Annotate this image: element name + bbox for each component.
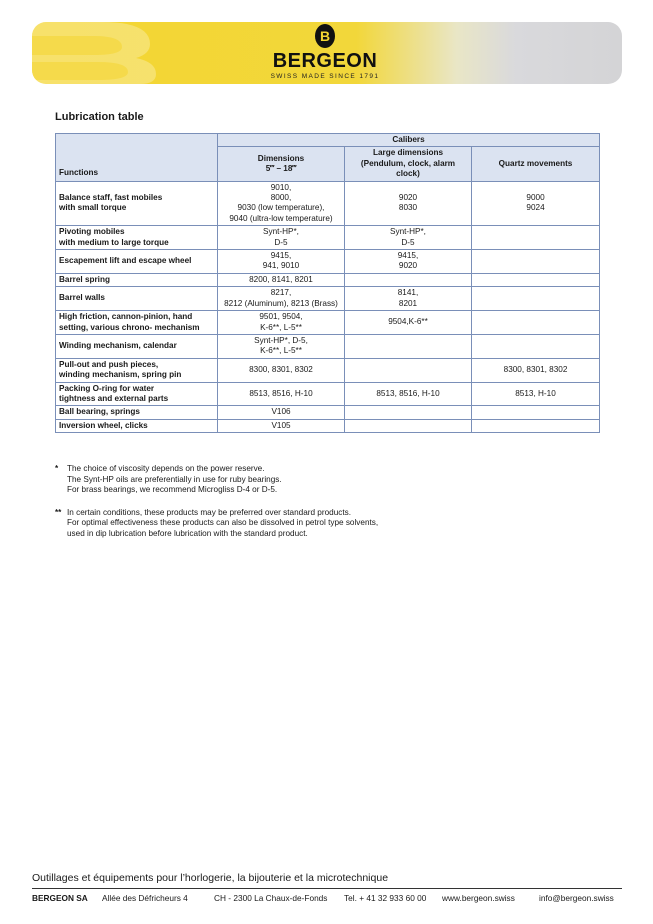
quartz-cell bbox=[472, 273, 600, 286]
large-dimensions-cell: 9020 8030 bbox=[345, 181, 472, 226]
large-dimensions-cell: Synt-HP*, D-5 bbox=[345, 226, 472, 250]
dimensions-cell: Synt-HP*, D-5, K-6**, L-5** bbox=[218, 334, 345, 358]
dimensions-cell: Synt-HP*, D-5 bbox=[218, 226, 345, 250]
quartz-cell bbox=[472, 406, 600, 419]
function-cell: Barrel walls bbox=[56, 287, 218, 311]
table-row bbox=[56, 419, 600, 432]
dimensions-cell: 8217, 8212 (Aluminum), 8213 (Brass) bbox=[218, 287, 345, 311]
col-large-label: Large dimensions bbox=[372, 148, 444, 158]
footer-phone: Tel. + 41 32 933 60 00 bbox=[344, 893, 427, 903]
banner-b-shape-decoration bbox=[32, 22, 172, 84]
quartz-cell bbox=[472, 334, 600, 358]
table-row bbox=[56, 287, 600, 311]
function-cell: Inversion wheel, clicks bbox=[56, 419, 218, 432]
table-row bbox=[56, 250, 600, 274]
footer-email-link[interactable]: info@bergeon.swiss bbox=[539, 893, 614, 903]
dimensions-cell: V106 bbox=[218, 406, 345, 419]
col-large-header bbox=[345, 147, 472, 181]
footnote-marker: ** bbox=[55, 507, 62, 517]
page-title: Lubrication table bbox=[55, 111, 144, 123]
function-cell: Pivoting mobiles with medium to large torque bbox=[56, 226, 218, 250]
quartz-cell bbox=[472, 311, 600, 335]
quartz-cell bbox=[472, 226, 600, 250]
quartz-cell: 8300, 8301, 8302 bbox=[472, 358, 600, 382]
dimensions-cell: V105 bbox=[218, 419, 345, 432]
footer-web-link[interactable]: www.bergeon.swiss bbox=[442, 893, 515, 903]
lubrication-table bbox=[55, 133, 600, 433]
brand-tagline: SWISS MADE SINCE 1791 bbox=[270, 73, 380, 80]
footnote bbox=[55, 508, 615, 540]
large-dimensions-cell: 8141, 8201 bbox=[345, 287, 472, 311]
footer-city: CH - 2300 La Chaux-de-Fonds bbox=[214, 893, 328, 903]
dimensions-cell: 8513, 8516, H-10 bbox=[218, 382, 345, 406]
dimensions-cell: 8200, 8141, 8201 bbox=[218, 273, 345, 286]
table-row bbox=[56, 382, 600, 406]
large-dimensions-cell bbox=[345, 334, 472, 358]
quartz-cell: 9000 9024 bbox=[472, 181, 600, 226]
bergeon-b-icon bbox=[315, 24, 335, 48]
dimensions-cell: 9415, 941, 9010 bbox=[218, 250, 345, 274]
large-dimensions-cell bbox=[345, 419, 472, 432]
brand-logo bbox=[230, 24, 420, 86]
footnote-text: The choice of viscosity depends on the power reserve. The Synt-HP oils are preferentially in use for ruby bearings. For brass bearings, we recommend Microgliss D-4 or D-5. bbox=[67, 464, 282, 495]
calibers-header: Calibers bbox=[218, 134, 600, 147]
functions-header: Functions bbox=[56, 134, 218, 182]
quartz-cell bbox=[472, 250, 600, 274]
dimensions-cell: 9501, 9504, K-6**, L-5** bbox=[218, 311, 345, 335]
function-cell: Balance staff, fast mobiles with small torque bbox=[56, 181, 218, 226]
footer-street: Allée des Défricheurs 4 bbox=[102, 893, 188, 903]
brand-name: BERGEON bbox=[272, 50, 378, 72]
footnote-text: In certain conditions, these products may be preferred over standard products. For optimal effectiveness these products can also be dissolved in petrol type solvents, used in dip lubrication before lubrication with the standard product. bbox=[67, 507, 379, 538]
col-dimensions-label: Dimensions bbox=[257, 153, 305, 163]
table-row bbox=[56, 181, 600, 226]
function-cell: Escapement lift and escape wheel bbox=[56, 250, 218, 274]
function-cell: Ball bearing, springs bbox=[56, 406, 218, 419]
dimensions-cell: 8300, 8301, 8302 bbox=[218, 358, 345, 382]
function-cell: High friction, cannon-pinion, hand setting, various chrono- mechanism bbox=[56, 311, 218, 335]
function-cell: Winding mechanism, calendar bbox=[56, 334, 218, 358]
table-body bbox=[56, 181, 600, 433]
col-large-sublabel: (Pendulum, clock, alarm clock) bbox=[360, 158, 456, 179]
col-dimensions-header bbox=[218, 147, 345, 181]
table-row bbox=[56, 311, 600, 335]
svg-text:B: B bbox=[319, 28, 331, 44]
table-row bbox=[56, 226, 600, 250]
large-dimensions-cell: 9415, 9020 bbox=[345, 250, 472, 274]
dimensions-cell: 9010, 8000, 9030 (low temperature), 9040 (ultra-low temperature) bbox=[218, 181, 345, 226]
large-dimensions-cell bbox=[345, 273, 472, 286]
large-dimensions-cell: 8513, 8516, H-10 bbox=[345, 382, 472, 406]
table-row bbox=[56, 334, 600, 358]
large-dimensions-cell: 9504,K-6** bbox=[345, 311, 472, 335]
table-row bbox=[56, 406, 600, 419]
footer-company: BERGEON SA bbox=[32, 893, 88, 903]
table-row bbox=[56, 358, 600, 382]
function-cell: Barrel spring bbox=[56, 273, 218, 286]
col-quartz-header: Quartz movements bbox=[472, 147, 600, 181]
footer-divider bbox=[32, 888, 622, 889]
large-dimensions-cell bbox=[345, 406, 472, 419]
footnote bbox=[55, 464, 615, 496]
footer-title: Outillages et équipements pour l’horlogerie, la bijouterie et la microtechnique bbox=[32, 872, 389, 884]
quartz-cell bbox=[472, 287, 600, 311]
footnotes bbox=[55, 464, 615, 552]
table-row bbox=[56, 273, 600, 286]
large-dimensions-cell bbox=[345, 358, 472, 382]
col-dimensions-sublabel: 5‴ – 18‴ bbox=[265, 164, 297, 174]
function-cell: Packing O-ring for water tightness and external parts bbox=[56, 382, 218, 406]
footnote-marker: * bbox=[55, 464, 59, 473]
function-cell: Pull-out and push pieces, winding mechanism, spring pin bbox=[56, 358, 218, 382]
quartz-cell bbox=[472, 419, 600, 432]
quartz-cell: 8513, H-10 bbox=[472, 382, 600, 406]
